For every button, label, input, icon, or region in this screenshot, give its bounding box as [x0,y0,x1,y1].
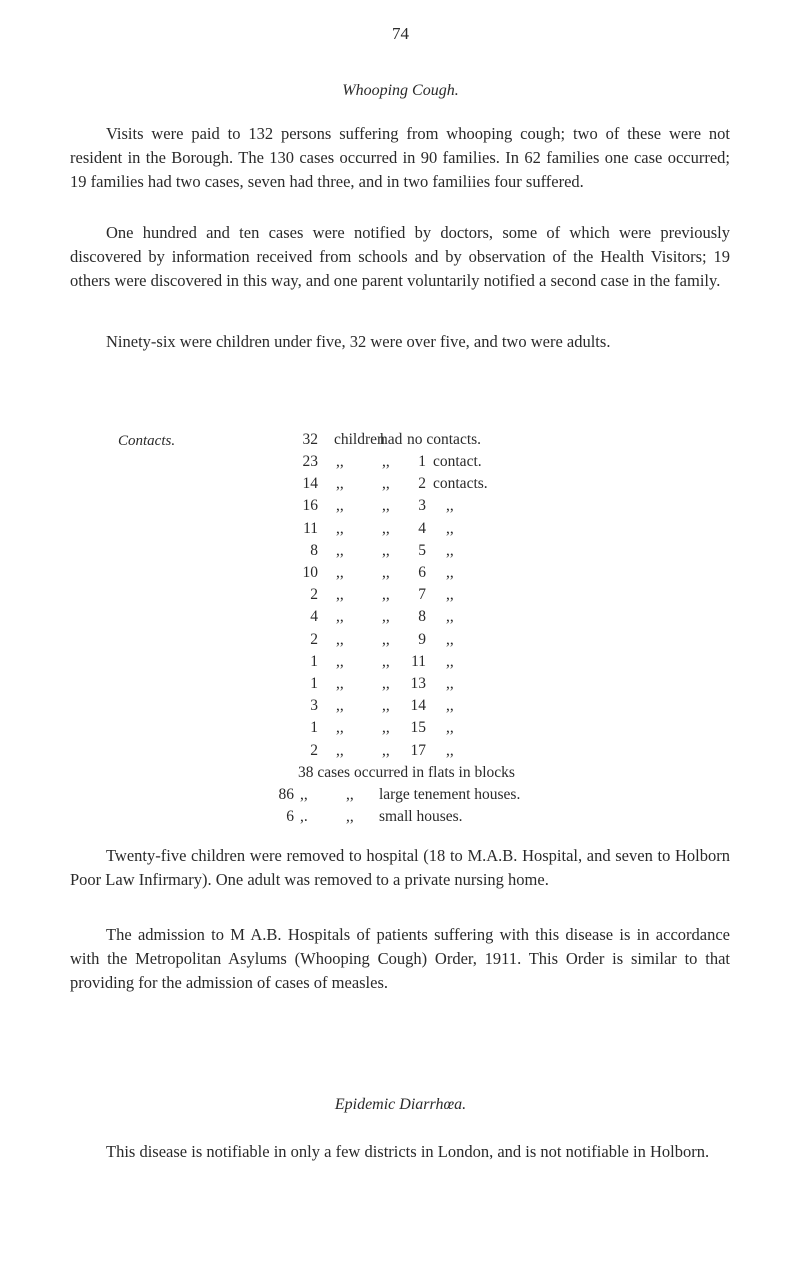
flats-description: large tenement houses. [379,786,521,803]
flats-description: small houses. [379,808,463,825]
ditto-mark: ,, [336,564,344,581]
ditto-mark: ,, [382,697,390,714]
ditto-mark: ,, [336,542,344,559]
contacts-no-contacts: no contacts. [407,431,482,448]
contacts-number: 3 [418,497,426,514]
ditto-mark: ,, [446,586,454,603]
ditto-mark: ,, [382,653,390,670]
ditto-mark: ,, [336,475,344,492]
ditto-mark: ,, [382,631,390,648]
contacts-count: 3 [310,697,318,714]
contacts-label: Contacts. [118,433,176,449]
paragraph-admission-order: The admission to M A.B. Hospitals of patients suffering with this disease is in accordance with the Metropolitan Asylums (Whooping Cough) Order, 1911. This Order is similar to that providing for the admission of cases of measles. [70,925,730,992]
contacts-count: 4 [310,608,318,625]
ditto-mark: ,, [336,675,344,692]
ditto-mark: ,, [382,586,390,603]
contacts-children-word: children [334,431,385,448]
paragraph-hospital-removal: Twenty-five children were removed to hospital (18 to M.A.B. Hospital, and seven to Holborn Poor Law Infirmary). One adult was removed to a private nursing home. [70,846,730,889]
ditto-mark: ,, [446,719,454,736]
contacts-count: 10 [302,564,318,581]
ditto-mark: ,, [382,497,390,514]
ditto-mark: ,, [336,653,344,670]
ditto-mark: ,, [382,719,390,736]
contacts-number: 4 [418,520,426,537]
contacts-unit: contact. [433,453,482,470]
contacts-count: 2 [310,742,318,759]
contacts-number: 15 [410,719,426,736]
ditto-mark: ,, [382,564,390,581]
ditto-mark: ,, [336,631,344,648]
section-title-epidemic-diarrhoea: Epidemic Diarrhœa. [334,1096,467,1113]
ditto-mark: ,, [382,608,390,625]
contacts-count: 1 [310,675,318,692]
contacts-number: 7 [418,586,426,603]
contacts-had-word: had [380,431,403,448]
contacts-number: 5 [418,542,426,559]
ditto-mark: ,, [336,719,344,736]
contacts-count: 1 [310,719,318,736]
ditto-mark: ,, [336,697,344,714]
page-number: 74 [392,24,409,43]
ditto-mark: ,, [446,497,454,514]
ditto-mark: ,, [446,675,454,692]
ditto-mark: ,, [382,520,390,537]
contacts-count: 1 [310,653,318,670]
contacts-count: 11 [303,520,318,537]
flats-count: 86 [278,786,294,803]
ditto-mark: ,, [382,675,390,692]
contacts-count: 2 [310,586,318,603]
ditto-mark: ,, [446,608,454,625]
flats-count: 6 [286,808,294,825]
paragraph-ages: Ninety-six were children under five, 32 were over five, and two were adults. [106,332,611,351]
contacts-number: 11 [411,653,426,670]
ditto-mark: ,, [446,564,454,581]
ditto-mark: ,, [446,742,454,759]
flats-ditto: ,. [300,808,308,825]
contacts-number: 1 [418,453,426,470]
ditto-mark: ,, [446,697,454,714]
ditto-mark: ,, [382,542,390,559]
paragraph-diarrhoea: This disease is notifiable in only a few districts in London, and is not notifiable in Holborn. [106,1142,710,1161]
contacts-number: 17 [410,742,426,759]
ditto-mark: ,, [336,520,344,537]
ditto-mark: ,, [336,497,344,514]
contacts-number: 8 [418,608,426,625]
contacts-number: 14 [410,697,426,714]
contacts-number: 6 [418,564,426,581]
contacts-count: 8 [310,542,318,559]
contacts-number: 13 [410,675,426,692]
ditto-mark: ,, [446,542,454,559]
ditto-mark: ,, [336,608,344,625]
ditto-mark: ,, [336,453,344,470]
ditto-mark: ,, [446,520,454,537]
contacts-count: 2 [310,631,318,648]
flats-ditto: ,, [346,808,354,825]
paragraph-visits: Visits were paid to 132 persons suffering from whooping cough; two of these were not resident in the Borough. The 130 cases occurred in 90 families. In 62 families one case occurred; 19 families had two cases, seven had three, and in two familiies four suffered. [70,124,730,191]
contacts-count: 23 [302,453,318,470]
ditto-mark: ,, [382,742,390,759]
flats-ditto: ,, [346,786,354,803]
ditto-mark: ,, [382,475,390,492]
contacts-count: 14 [302,475,318,492]
flats-text: 38 cases occurred in flats in blocks [298,764,515,781]
contacts-count: 16 [302,497,318,514]
paragraph-notifications: One hundred and ten cases were notified by doctors, some of which were previously discovered by information received from schools and by observation of the Health Visitors; 19 others were discovered in this way, and one parent voluntarily notified a second case in the family. [70,223,730,290]
flats-ditto: ,, [300,786,308,803]
contacts-unit: contacts. [433,475,488,492]
contacts-count: 32 [302,431,318,448]
ditto-mark: ,, [382,453,390,470]
section-title-whooping-cough: Whooping Cough. [342,82,459,99]
contacts-number: 2 [418,475,426,492]
ditto-mark: ,, [336,742,344,759]
ditto-mark: ,, [446,653,454,670]
ditto-mark: ,, [336,586,344,603]
ditto-mark: ,, [446,631,454,648]
contacts-number: 9 [418,631,426,648]
